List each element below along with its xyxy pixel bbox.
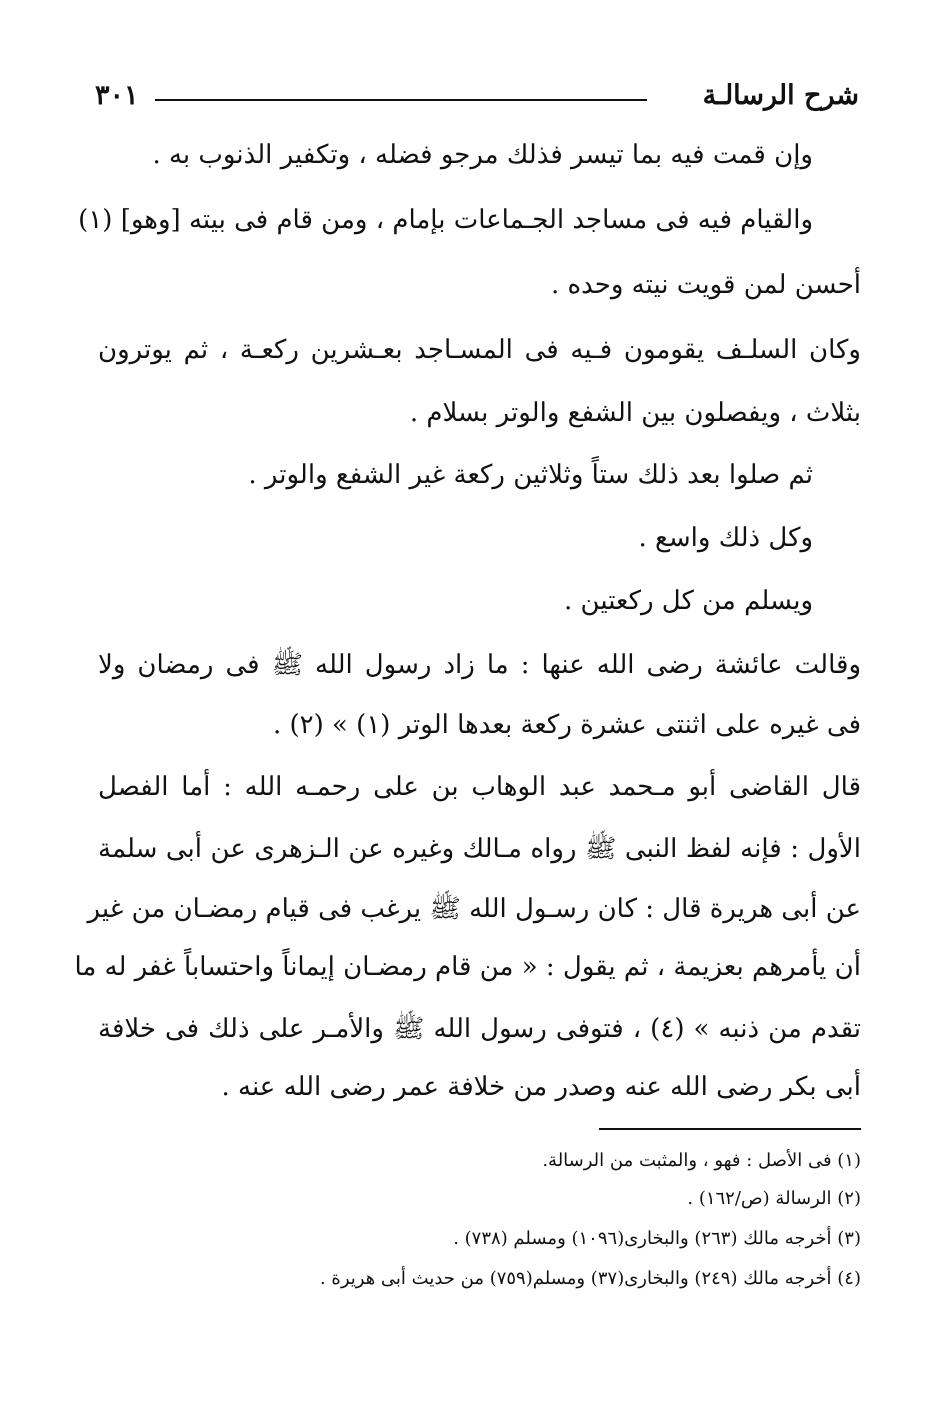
header-rule [155, 99, 647, 101]
text-line: تقدم من ذنبه » (٤) ، فتوفى رسول الله ﷺ والأمـر على ذلك فى خلافة [98, 1014, 862, 1044]
text-line: والقيام فيه فى مساجد الجـماعات بإمام ، ومن قام فى بيته [وهو] (١) [78, 205, 813, 235]
text-line: وقالت عائشة رضى الله عنها : ما زاد رسول الله ﷺ فى رمضان ولا [98, 650, 861, 680]
text-line: قال القاضى أبو مـحمد عبد الوهاب بن على رحمـه الله : أما الفصل [98, 772, 861, 802]
footnote-separator [599, 1128, 861, 1130]
text-line: عن أبى هريرة قال : كان رسـول الله ﷺ يرغب فى قيام رمضـان من غير [87, 894, 861, 924]
text-line: أحسن لمن قويت نيته وحده . [550, 270, 861, 300]
text-line: ثم صلوا بعد ذلك ستاً وثلاثين ركعة غير الشفع والوتر . [248, 460, 813, 490]
text-line: أن يأمرهم بعزيمة ، ثم يقول : « من قام رمضـان إيماناً واحتساباً غفر له ما [74, 952, 861, 982]
running-title: شرح الرسالـة [702, 80, 859, 111]
footnote: (١) فى الأصل : فهو ، والمثبت من الرسالة. [542, 1150, 861, 1171]
page-number: ٣٠١ [95, 80, 139, 111]
footnote: (٤) أخرجه مالك (٢٤٩) والبخارى(٣٧) ومسلم(٧٥٩) من حديث أبى هريرة . [319, 1268, 861, 1289]
footnote: (٣) أخرجه مالك (٢٦٣) والبخارى(١٠٩٦) ومسلم (٧٣٨) . [453, 1228, 861, 1249]
text-line: أبى بكر رضى الله عنه وصدر من خلافة عمر رضى الله عنه . [221, 1072, 861, 1102]
text-line: وإن قمت فيه بما تيسر فذلك مرجو فضله ، وتكفير الذنوب به . [152, 140, 813, 170]
text-line: وكل ذلك واسع . [638, 523, 813, 553]
text-line: فى غيره على اثنتى عشرة ركعة بعدها الوتر (١) » (٢) . [272, 710, 861, 740]
running-header [95, 80, 859, 120]
text-line: بثلاث ، ويفصلون بين الشفع والوتر بسلام . [409, 398, 861, 428]
text-line: وكان السلـف يقومون فـيه فى المسـاجد بعـشرين ركعـة ، ثم يوترون [98, 335, 861, 365]
footnote: (٢) الرسالة (ص/١٦٢) . [687, 1188, 861, 1209]
text-line: ويسلم من كل ركعتين . [564, 586, 813, 616]
text-line: الأول : فإنه لفظ النبى ﷺ رواه مـالك وغيره عن الـزهرى عن أبى سلمة [98, 834, 861, 864]
